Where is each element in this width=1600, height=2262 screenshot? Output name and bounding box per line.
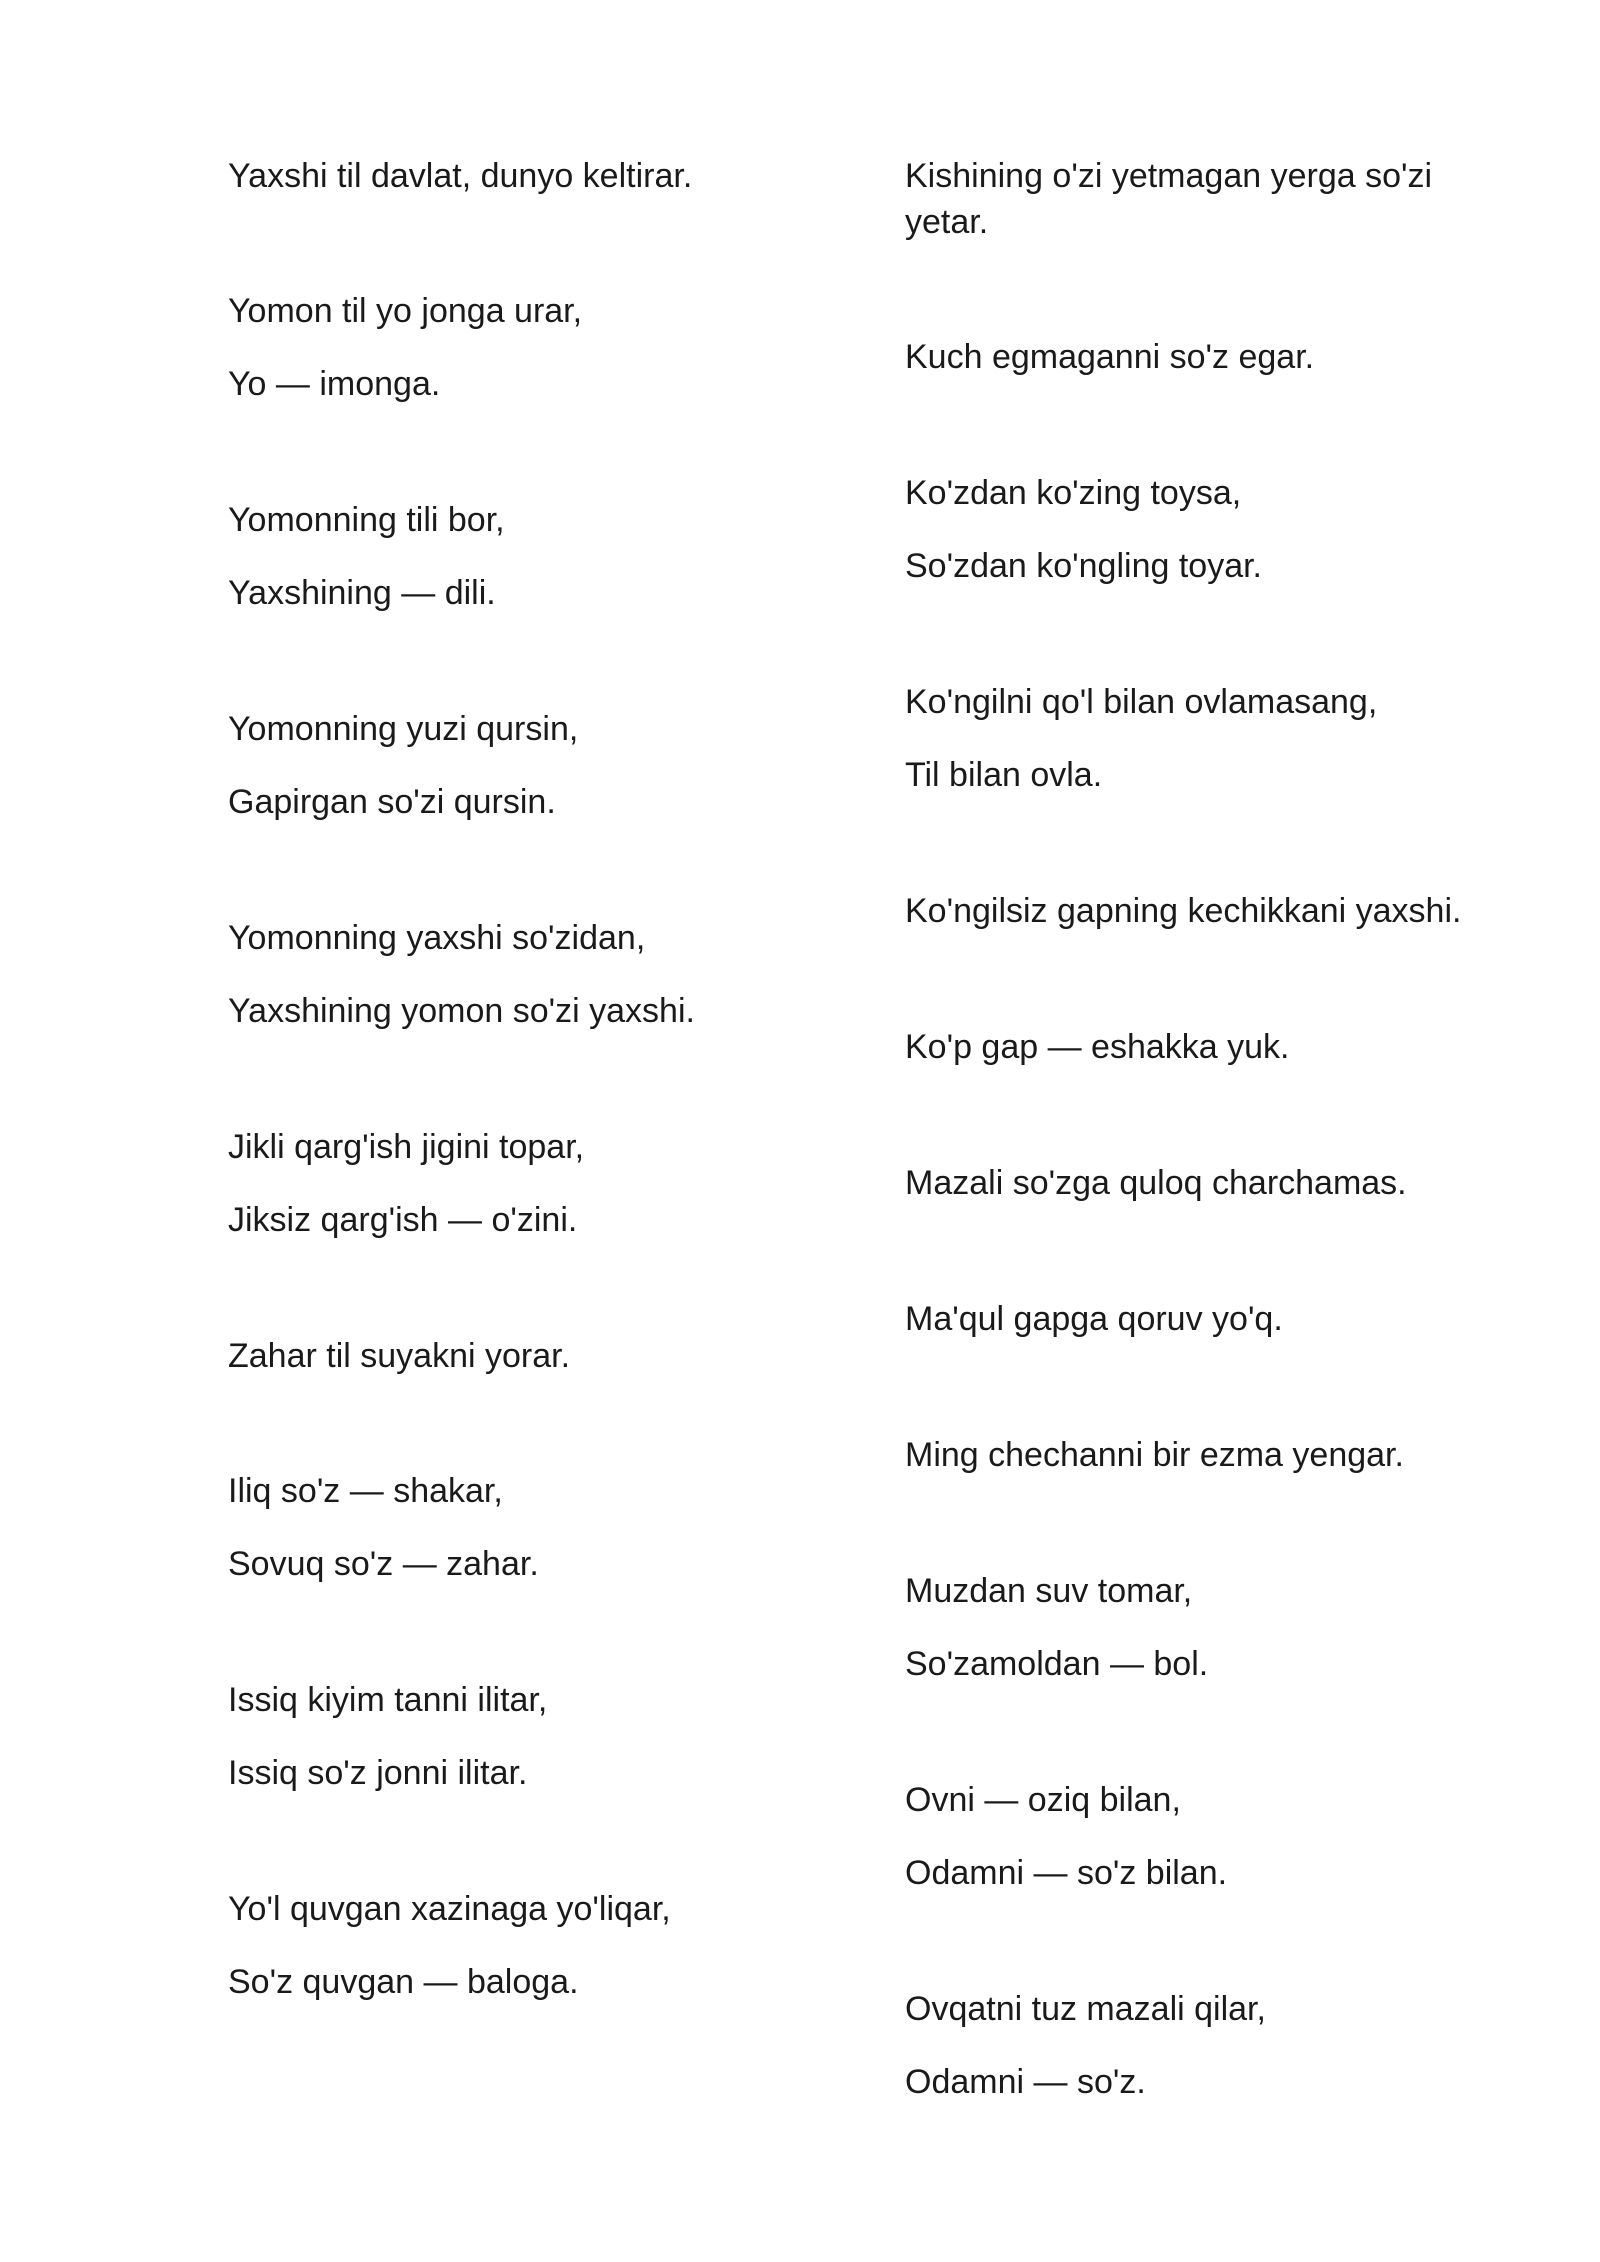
- proverb-line: Kuch egmaganni so'z egar.: [905, 338, 1315, 376]
- proverb-line: Zahar til suyakni yorar.: [228, 1337, 571, 1375]
- proverb-line: Jiksiz qarg'ish — o'zini.: [228, 1201, 578, 1239]
- proverb-line: Odamni — so'z.: [905, 2063, 1146, 2101]
- proverb-line: Ko'ngilsiz gapning kechikkani yaxshi.: [905, 892, 1462, 930]
- proverb-line: Yomonning tili bor,: [228, 501, 505, 539]
- proverb-line: Yomonning yaxshi so'zidan,: [228, 919, 646, 957]
- left-column: [228, 0, 868, 2262]
- proverb-line: Yomonning yuzi qursin,: [228, 710, 579, 748]
- proverb-line: Gapirgan so'zi qursin.: [228, 783, 556, 821]
- proverb-line: Yomon til yo jonga urar,: [228, 292, 583, 330]
- proverb-line: Iliq so'z — shakar,: [228, 1472, 503, 1510]
- proverb-line: Muzdan suv tomar,: [905, 1572, 1193, 1610]
- proverb-line: Yaxshi til davlat, dunyo keltirar.: [228, 157, 693, 195]
- proverb-line: Ming chechanni bir ezma yengar.: [905, 1436, 1404, 1474]
- proverb-line: Jikli qarg'ish jigini topar,: [228, 1128, 585, 1166]
- proverb-line: Ovqatni tuz mazali qilar,: [905, 1990, 1266, 2028]
- proverb-line: Ko'p gap — eshakka yuk.: [905, 1028, 1290, 1066]
- proverb-line: So'z quvgan — baloga.: [228, 1963, 579, 2001]
- proverb-line: Til bilan ovla.: [905, 756, 1103, 794]
- proverb-line: Yaxshining — dili.: [228, 574, 496, 612]
- proverb-line: Issiq so'z jonni ilitar.: [228, 1754, 528, 1792]
- proverb-line: Ko'zdan ko'zing toysa,: [905, 474, 1242, 512]
- proverb-line: Yo — imonga.: [228, 365, 441, 403]
- proverb-line: Yo'l quvgan xazinaga yo'liqar,: [228, 1890, 671, 1928]
- proverb-line: Yaxshining yomon so'zi yaxshi.: [228, 992, 695, 1030]
- proverb-line: Issiq kiyim tanni ilitar,: [228, 1681, 548, 1719]
- proverb-line: Ovni — oziq bilan,: [905, 1781, 1181, 1819]
- proverb-line: Mazali so'zga quloq charchamas.: [905, 1164, 1407, 1202]
- proverb-line: Kishining o'zi yetmagan yerga so'zi yetar.: [905, 157, 1433, 241]
- proverb-line: Ko'ngilni qo'l bilan ovlamasang,: [905, 683, 1378, 721]
- proverb-line: Sovuq so'z — zahar.: [228, 1545, 539, 1583]
- right-column: [905, 0, 1485, 2262]
- proverb-line: So'zdan ko'ngling toyar.: [905, 547, 1262, 585]
- proverb-line: So'zamoldan — bol.: [905, 1645, 1209, 1683]
- proverb-line: Ma'qul gapga qoruv yo'q.: [905, 1300, 1283, 1338]
- proverb-line: Odamni — so'z bilan.: [905, 1854, 1228, 1892]
